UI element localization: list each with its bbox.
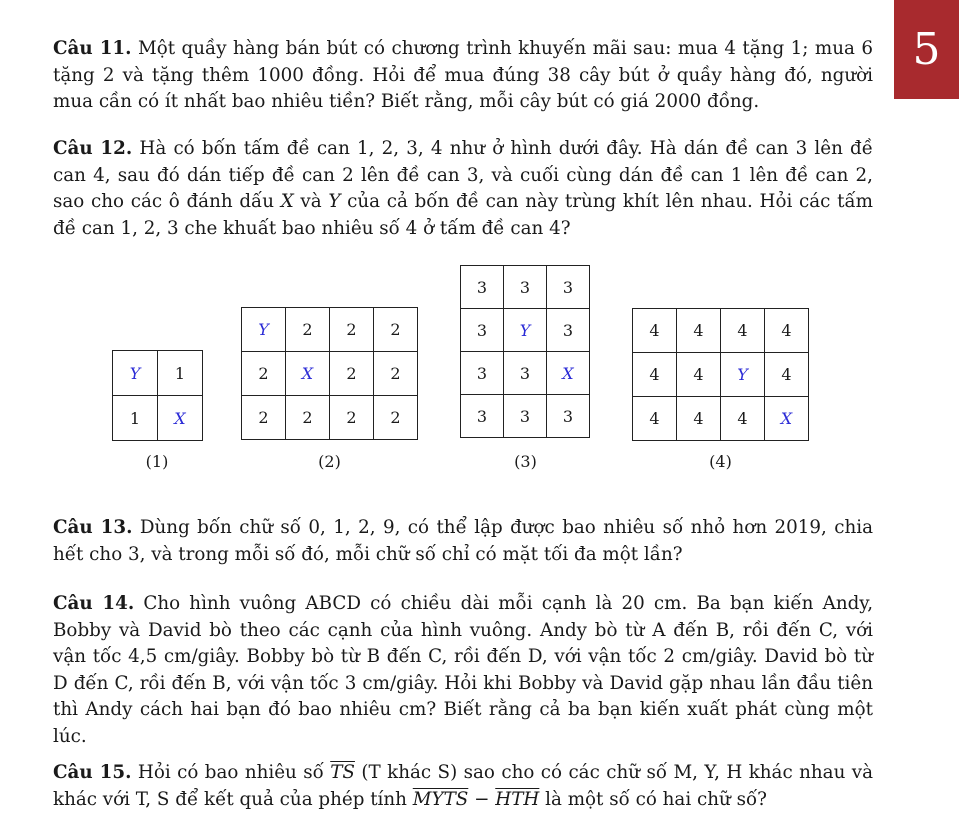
question-text: Một quầy hàng bán bút có chương trình khuyến mãi sau: mua 4 tặng 1; mua 6 tặng 2 và tặng thêm 1000 đồng. Hỏi để mua đúng 38 cây bút ở quầy hàng đó, người mua cần có ít nhất bao nhiêu tiền? Biết rằng, mỗi cây bút có giá 2000 đồng. [53,38,873,112]
sticker-4-grid [632,308,809,441]
sticker-1-grid [112,350,203,441]
grid-cell: 2 [242,396,286,440]
grid-cell: 4 [765,309,809,353]
sticker-3-grid [460,265,590,438]
sticker-2-caption: (2) [318,452,341,471]
question-text: (T khác S) sao cho có các chữ số M, Y, H khác nhau và khác với T, S để kết quả của phép tính [53,762,873,810]
question-number: Câu 13. [53,517,133,538]
grid-cell: X [547,352,590,395]
question-text: của cả bốn đề can này trùng khít lên nhau. Hỏi các tấm đề can 1, 2, 3 che khuất bao nhiêu số 4 ở tấm đề can 4? [53,191,873,239]
grid-cell: 3 [547,395,590,438]
question-text: Hỏi có bao nhiêu số [131,762,331,783]
grid-cell: 2 [286,396,330,440]
sticker-4-caption: (4) [709,452,732,471]
question-number: Câu 15. [53,762,132,783]
grid-cell: 4 [721,397,765,441]
grid-cell: 4 [677,353,721,397]
grid-cell: 2 [374,308,418,352]
question-text: Hà có bốn tấm đề can 1, 2, 3, 4 như ở hình dưới đây. Hà dán đề can 3 lên đề can 4, sau đó dán tiếp đề can 2 lên đề can 3, và cuối cùng dán đề can 1 lên đề can 2, sao cho các ô đánh dấu [53,138,874,212]
question-12 [53,136,873,242]
grid-cell: 3 [461,266,504,309]
grid-cell: 3 [504,395,547,438]
grid-cell: 2 [242,352,286,396]
grid-cell: 4 [677,397,721,441]
sticker-1-caption: (1) [145,452,169,471]
question-11 [53,36,873,116]
question-15 [53,760,873,813]
grid-cell: 2 [286,308,330,352]
question-text: Dùng bốn chữ số 0, 1, 2, 9, có thể lập được bao nhiêu số nhỏ hơn 2019, chia hết cho 3, và trong mỗi số đó, mỗi chữ số chỉ có mặt tối đa một lần? [53,517,873,565]
question-number: Câu 11. [53,38,132,59]
grid-cell: 4 [765,353,809,397]
question-text: và [293,191,329,212]
grid-cell: X [765,397,809,441]
grid-cell: 4 [721,309,765,353]
grid-cell: 3 [461,309,504,352]
question-text: Cho hình vuông ABCD có chiều dài mỗi cạnh là 20 cm. Ba bạn kiến Andy, Bobby và David bò theo các cạnh của hình vuông. Andy bò từ A đến B, rồi đến C, với vận tốc 4,5 cm/giây. Bobby bò từ B đến C, rồi đến D, với vận tốc 2 cm/giây. David bò từ D đến C, rồi đến B, với vận tốc 3 cm/giây. Hỏi khi Bobby và David gặp nhau lần đầu tiên thì Andy cách hai bạn đó bao nhiêu cm? Biết rằng cả ba bạn kiến xuất phát cùng một lúc. [53,593,874,747]
grid-cell: 2 [330,352,374,396]
grid-cell: X [158,396,203,441]
grid-cell: 3 [547,266,590,309]
question-14 [53,591,873,750]
grid-cell: 4 [633,353,677,397]
grid-cell: X [286,352,330,396]
grid-cell: 4 [633,397,677,441]
grid-cell: 2 [330,308,374,352]
number-ts: $\overline{TS}$ [330,762,355,783]
grid-cell: 3 [504,352,547,395]
number-hth: $\overline{HTH}$ [495,788,540,810]
number-myts: MYTS [412,788,469,810]
question-text: là một số có hai chữ số? [539,788,767,810]
grid-cell: 3 [461,352,504,395]
grid-cell: 4 [677,309,721,353]
minus-sign: − [468,788,496,810]
grid-cell: 1 [113,396,158,441]
question-number: Câu 12. [53,138,133,159]
page-number-badge: 5 [894,0,959,99]
grid-cell: 3 [504,266,547,309]
grid-cell: 3 [547,309,590,352]
grid-cell: 4 [633,309,677,353]
grid-cell: 2 [374,396,418,440]
question-13 [53,515,873,568]
grid-cell: 3 [461,395,504,438]
grid-cell: 1 [158,351,203,396]
marker-y: Y [328,191,341,212]
grid-cell: Y [242,308,286,352]
grid-cell: Y [113,351,158,396]
grid-cell: Y [504,309,547,352]
marker-x: X [280,191,294,212]
sticker-3-caption: (3) [514,452,537,471]
grid-cell: 2 [330,396,374,440]
grid-cell: Y [721,353,765,397]
question-number: Câu 14. [53,593,135,614]
grid-cell: 2 [374,352,418,396]
sticker-2-grid [241,307,418,440]
